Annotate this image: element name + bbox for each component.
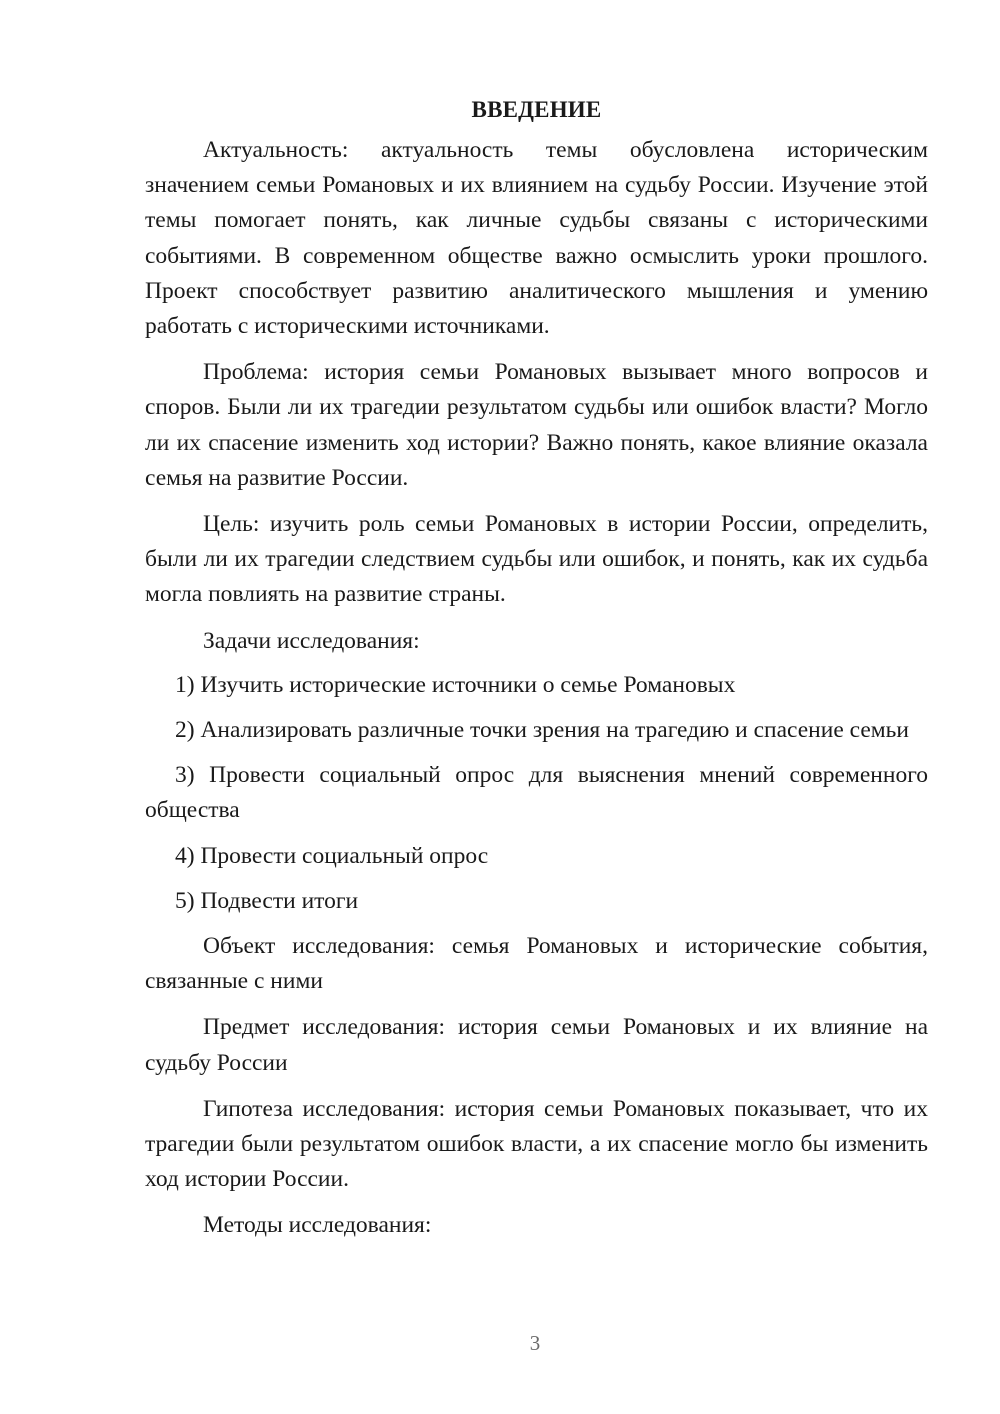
tasks-heading: Задачи исследования:: [203, 627, 420, 654]
goal-paragraph: Цель: изучить роль семьи Романовых в истории России, определить, были ли их трагедии следствием судьбы или ошибок, и понять, как их судьба могла повлиять на развитие страны.: [145, 511, 928, 608]
task-item-1: 1) Изучить исторические источники о семье Романовых: [175, 671, 736, 698]
task-item-5: 5) Подвести итоги: [175, 887, 359, 914]
task-item-2: 2) Анализировать различные точки зрения на трагедию и спасение семьи: [175, 717, 909, 744]
methods-heading: Методы исследования:: [203, 1212, 432, 1239]
page-title: ВВЕДЕНИЕ: [471, 97, 602, 122]
hypothesis-paragraph: Гипотеза исследования: история семьи Романовых показывает, что их трагедии были результатом ошибок власти, а их спасение могло бы изменить ход истории России.: [145, 1095, 928, 1193]
task-item-3: 3) Провести социальный опрос для выяснения мнений современного общества: [145, 762, 928, 824]
page-content: [145, 95, 928, 1255]
page-number: 3: [529, 1331, 541, 1355]
problem-paragraph: Проблема: история семьи Романовых вызывает много вопросов и споров. Были ли их трагедии результатом судьбы или ошибок власти? Могло ли их спасение изменить ход истории? Важно понять, какое влияние оказала семья на развитие России.: [145, 359, 928, 491]
task-item-4: 4) Провести социальный опрос: [175, 842, 489, 869]
subject-paragraph: Предмет исследования: история семьи Романовых и их влияние на судьбу России: [145, 1014, 928, 1076]
object-paragraph: Объект исследования: семья Романовых и исторические события, связанные с ними: [145, 933, 928, 995]
relevance-paragraph: Актуальность: актуальность темы обусловлена историческим значением семьи Романовых и их влиянием на судьбу России. Изучение этой темы помогает понять, как личные судьбы связаны с историческими событиями. В современном обществе важно осмыслить уроки прошлого. Проект способствует развитию аналитического мышления и умению работать с историческими источниками.: [145, 137, 928, 340]
